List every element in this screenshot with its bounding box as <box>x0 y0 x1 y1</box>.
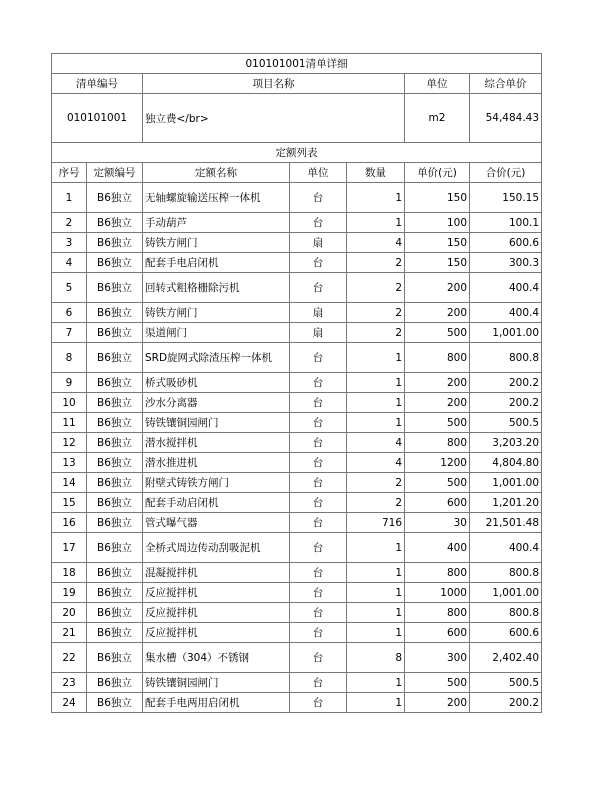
row-price: 500 <box>405 673 470 693</box>
row-qty: 2 <box>347 303 405 323</box>
row-total: 800.8 <box>470 603 542 623</box>
table-row <box>52 453 542 473</box>
row-qty: 2 <box>347 493 405 513</box>
quota-header-total: 合价(元) <box>470 163 542 183</box>
row-total: 300.3 <box>470 253 542 273</box>
row-qty: 1 <box>347 213 405 233</box>
row-qty: 4 <box>347 233 405 253</box>
row-price: 300 <box>405 643 470 673</box>
row-total: 500.5 <box>470 673 542 693</box>
row-unit: 台 <box>290 253 347 273</box>
table-row <box>52 433 542 453</box>
row-unit: 台 <box>290 183 347 213</box>
row-name: 铸铁方闸门 <box>143 303 290 323</box>
title-row <box>52 54 542 74</box>
row-unit: 台 <box>290 373 347 393</box>
row-no: 20 <box>52 603 87 623</box>
table-row <box>52 413 542 433</box>
row-name: 回转式粗格栅除污机 <box>143 273 290 303</box>
row-price: 800 <box>405 343 470 373</box>
bill-unit: m2 <box>405 94 470 143</box>
quota-title-row <box>52 143 542 163</box>
table-row <box>52 303 542 323</box>
row-code: B6独立 <box>87 213 143 233</box>
row-total: 200.2 <box>470 393 542 413</box>
row-unit: 台 <box>290 343 347 373</box>
row-price: 400 <box>405 533 470 563</box>
row-total: 500.5 <box>470 413 542 433</box>
row-code: B6独立 <box>87 323 143 343</box>
row-total: 200.2 <box>470 693 542 713</box>
row-unit: 台 <box>290 273 347 303</box>
table-row <box>52 183 542 213</box>
row-price: 200 <box>405 373 470 393</box>
row-name: 反应搅拌机 <box>143 623 290 643</box>
row-total: 21,501.48 <box>470 513 542 533</box>
row-name: 铸铁镶铜园闸门 <box>143 413 290 433</box>
row-unit: 台 <box>290 533 347 563</box>
row-name: 反应搅拌机 <box>143 583 290 603</box>
row-price: 1000 <box>405 583 470 603</box>
row-name: 集水槽（304）不锈钢 <box>143 643 290 673</box>
row-name: 沙水分离器 <box>143 393 290 413</box>
row-total: 600.6 <box>470 233 542 253</box>
row-name: 铸铁方闸门 <box>143 233 290 253</box>
row-no: 21 <box>52 623 87 643</box>
row-qty: 1 <box>347 563 405 583</box>
row-price: 150 <box>405 183 470 213</box>
table-row <box>52 533 542 563</box>
row-total: 800.8 <box>470 563 542 583</box>
row-code: B6独立 <box>87 623 143 643</box>
row-no: 2 <box>52 213 87 233</box>
row-qty: 2 <box>347 273 405 303</box>
row-name: 无轴螺旋输送压榨一体机 <box>143 183 290 213</box>
row-name: 手动葫芦 <box>143 213 290 233</box>
row-unit: 台 <box>290 453 347 473</box>
row-unit: 台 <box>290 213 347 233</box>
row-no: 16 <box>52 513 87 533</box>
row-unit: 台 <box>290 673 347 693</box>
row-unit: 台 <box>290 563 347 583</box>
row-code: B6独立 <box>87 413 143 433</box>
table-row <box>52 233 542 253</box>
row-name: 潜水推进机 <box>143 453 290 473</box>
row-name: 桥式吸砂机 <box>143 373 290 393</box>
row-unit: 台 <box>290 393 347 413</box>
row-qty: 1 <box>347 373 405 393</box>
row-name: 配套手电启闭机 <box>143 253 290 273</box>
row-total: 1,201.20 <box>470 493 542 513</box>
row-name: 全桥式周边传动刮吸泥机 <box>143 533 290 563</box>
row-total: 3,203.20 <box>470 433 542 453</box>
row-qty: 1 <box>347 413 405 433</box>
quota-header-price: 单价(元) <box>405 163 470 183</box>
row-price: 200 <box>405 303 470 323</box>
row-total: 4,804.80 <box>470 453 542 473</box>
row-price: 800 <box>405 603 470 623</box>
row-total: 400.4 <box>470 303 542 323</box>
quota-header-row <box>52 163 542 183</box>
row-name: 配套手动启闭机 <box>143 493 290 513</box>
row-qty: 716 <box>347 513 405 533</box>
row-total: 600.6 <box>470 623 542 643</box>
row-no: 13 <box>52 453 87 473</box>
row-qty: 1 <box>347 343 405 373</box>
row-code: B6独立 <box>87 453 143 473</box>
row-no: 8 <box>52 343 87 373</box>
bill-header-code: 清单编号 <box>52 74 143 94</box>
row-qty: 1 <box>347 673 405 693</box>
bill-name: 独立费</br> <box>143 94 405 143</box>
row-qty: 1 <box>347 533 405 563</box>
row-price: 500 <box>405 413 470 433</box>
row-unit: 扇 <box>290 323 347 343</box>
row-qty: 1 <box>347 583 405 603</box>
table-row <box>52 273 542 303</box>
row-no: 3 <box>52 233 87 253</box>
table-row <box>52 323 542 343</box>
row-no: 7 <box>52 323 87 343</box>
row-qty: 2 <box>347 253 405 273</box>
row-code: B6独立 <box>87 673 143 693</box>
table-row <box>52 343 542 373</box>
row-code: B6独立 <box>87 603 143 623</box>
row-price: 150 <box>405 233 470 253</box>
row-no: 19 <box>52 583 87 603</box>
row-qty: 2 <box>347 323 405 343</box>
row-unit: 台 <box>290 603 347 623</box>
table-row <box>52 603 542 623</box>
row-price: 500 <box>405 473 470 493</box>
row-qty: 4 <box>347 453 405 473</box>
row-unit: 扇 <box>290 233 347 253</box>
table-row <box>52 693 542 713</box>
row-code: B6独立 <box>87 393 143 413</box>
row-unit: 台 <box>290 583 347 603</box>
row-code: B6独立 <box>87 273 143 303</box>
row-qty: 1 <box>347 693 405 713</box>
row-code: B6独立 <box>87 433 143 453</box>
row-total: 200.2 <box>470 373 542 393</box>
table-row <box>52 493 542 513</box>
row-unit: 台 <box>290 513 347 533</box>
table-row <box>52 643 542 673</box>
bill-header-unit: 单位 <box>405 74 470 94</box>
row-price: 30 <box>405 513 470 533</box>
row-unit: 台 <box>290 413 347 433</box>
bill-price: 54,484.43 <box>470 94 542 143</box>
row-unit: 台 <box>290 433 347 453</box>
table-row <box>52 563 542 583</box>
row-unit: 扇 <box>290 303 347 323</box>
row-code: B6独立 <box>87 233 143 253</box>
row-total: 400.4 <box>470 273 542 303</box>
row-name: 潜水搅拌机 <box>143 433 290 453</box>
row-price: 1200 <box>405 453 470 473</box>
row-unit: 台 <box>290 493 347 513</box>
quota-header-no: 序号 <box>52 163 87 183</box>
row-unit: 台 <box>290 643 347 673</box>
row-qty: 1 <box>347 603 405 623</box>
row-total: 150.15 <box>470 183 542 213</box>
table-title: 010101001清单详细 <box>52 54 542 74</box>
quota-header-qty: 数量 <box>347 163 405 183</box>
row-name: SRD旋网式除渣压榨一体机 <box>143 343 290 373</box>
row-price: 800 <box>405 563 470 583</box>
row-price: 200 <box>405 393 470 413</box>
row-code: B6独立 <box>87 583 143 603</box>
row-code: B6独立 <box>87 183 143 213</box>
row-no: 11 <box>52 413 87 433</box>
row-code: B6独立 <box>87 563 143 583</box>
row-name: 配套手电两用启闭机 <box>143 693 290 713</box>
row-price: 200 <box>405 693 470 713</box>
row-code: B6独立 <box>87 253 143 273</box>
row-name: 管式曝气器 <box>143 513 290 533</box>
quota-header-unit: 单位 <box>290 163 347 183</box>
row-no: 17 <box>52 533 87 563</box>
bill-header-name: 项目名称 <box>143 74 405 94</box>
table-row <box>52 253 542 273</box>
bill-code: 010101001 <box>52 94 143 143</box>
row-no: 4 <box>52 253 87 273</box>
row-no: 5 <box>52 273 87 303</box>
row-total: 100.1 <box>470 213 542 233</box>
quota-header-name: 定额名称 <box>143 163 290 183</box>
row-no: 14 <box>52 473 87 493</box>
row-no: 23 <box>52 673 87 693</box>
row-code: B6独立 <box>87 473 143 493</box>
row-qty: 2 <box>347 473 405 493</box>
row-unit: 台 <box>290 473 347 493</box>
table-row <box>52 393 542 413</box>
table-row <box>52 473 542 493</box>
row-total: 1,001.00 <box>470 473 542 493</box>
row-no: 15 <box>52 493 87 513</box>
row-no: 24 <box>52 693 87 713</box>
row-name: 铸铁镶铜园闸门 <box>143 673 290 693</box>
table-row <box>52 623 542 643</box>
row-qty: 1 <box>347 623 405 643</box>
row-qty: 1 <box>347 183 405 213</box>
row-name: 混凝搅拌机 <box>143 563 290 583</box>
row-no: 12 <box>52 433 87 453</box>
table-row <box>52 513 542 533</box>
row-code: B6独立 <box>87 693 143 713</box>
row-total: 1,001.00 <box>470 583 542 603</box>
row-qty: 4 <box>347 433 405 453</box>
row-code: B6独立 <box>87 643 143 673</box>
bill-detail-table <box>51 53 542 713</box>
row-total: 800.8 <box>470 343 542 373</box>
row-no: 1 <box>52 183 87 213</box>
row-name: 渠道闸门 <box>143 323 290 343</box>
row-price: 600 <box>405 493 470 513</box>
row-price: 200 <box>405 273 470 303</box>
quota-title: 定额列表 <box>52 143 542 163</box>
quota-header-code: 定额编号 <box>87 163 143 183</box>
row-code: B6独立 <box>87 303 143 323</box>
row-no: 9 <box>52 373 87 393</box>
row-no: 18 <box>52 563 87 583</box>
row-qty: 1 <box>347 393 405 413</box>
row-price: 600 <box>405 623 470 643</box>
table-row <box>52 373 542 393</box>
row-code: B6独立 <box>87 493 143 513</box>
row-unit: 台 <box>290 693 347 713</box>
table-row <box>52 583 542 603</box>
row-name: 附壁式铸铁方闸门 <box>143 473 290 493</box>
row-code: B6独立 <box>87 513 143 533</box>
row-no: 10 <box>52 393 87 413</box>
row-price: 500 <box>405 323 470 343</box>
row-code: B6独立 <box>87 533 143 563</box>
row-no: 6 <box>52 303 87 323</box>
row-price: 150 <box>405 253 470 273</box>
row-code: B6独立 <box>87 373 143 393</box>
row-total: 1,001.00 <box>470 323 542 343</box>
bill-row <box>52 94 542 143</box>
row-total: 400.4 <box>470 533 542 563</box>
row-total: 2,402.40 <box>470 643 542 673</box>
row-price: 100 <box>405 213 470 233</box>
row-name: 反应搅拌机 <box>143 603 290 623</box>
table-row <box>52 673 542 693</box>
bill-header-row <box>52 74 542 94</box>
row-unit: 台 <box>290 623 347 643</box>
row-no: 22 <box>52 643 87 673</box>
table-row <box>52 213 542 233</box>
row-qty: 8 <box>347 643 405 673</box>
row-code: B6独立 <box>87 343 143 373</box>
bill-header-price: 综合单价 <box>470 74 542 94</box>
row-price: 800 <box>405 433 470 453</box>
